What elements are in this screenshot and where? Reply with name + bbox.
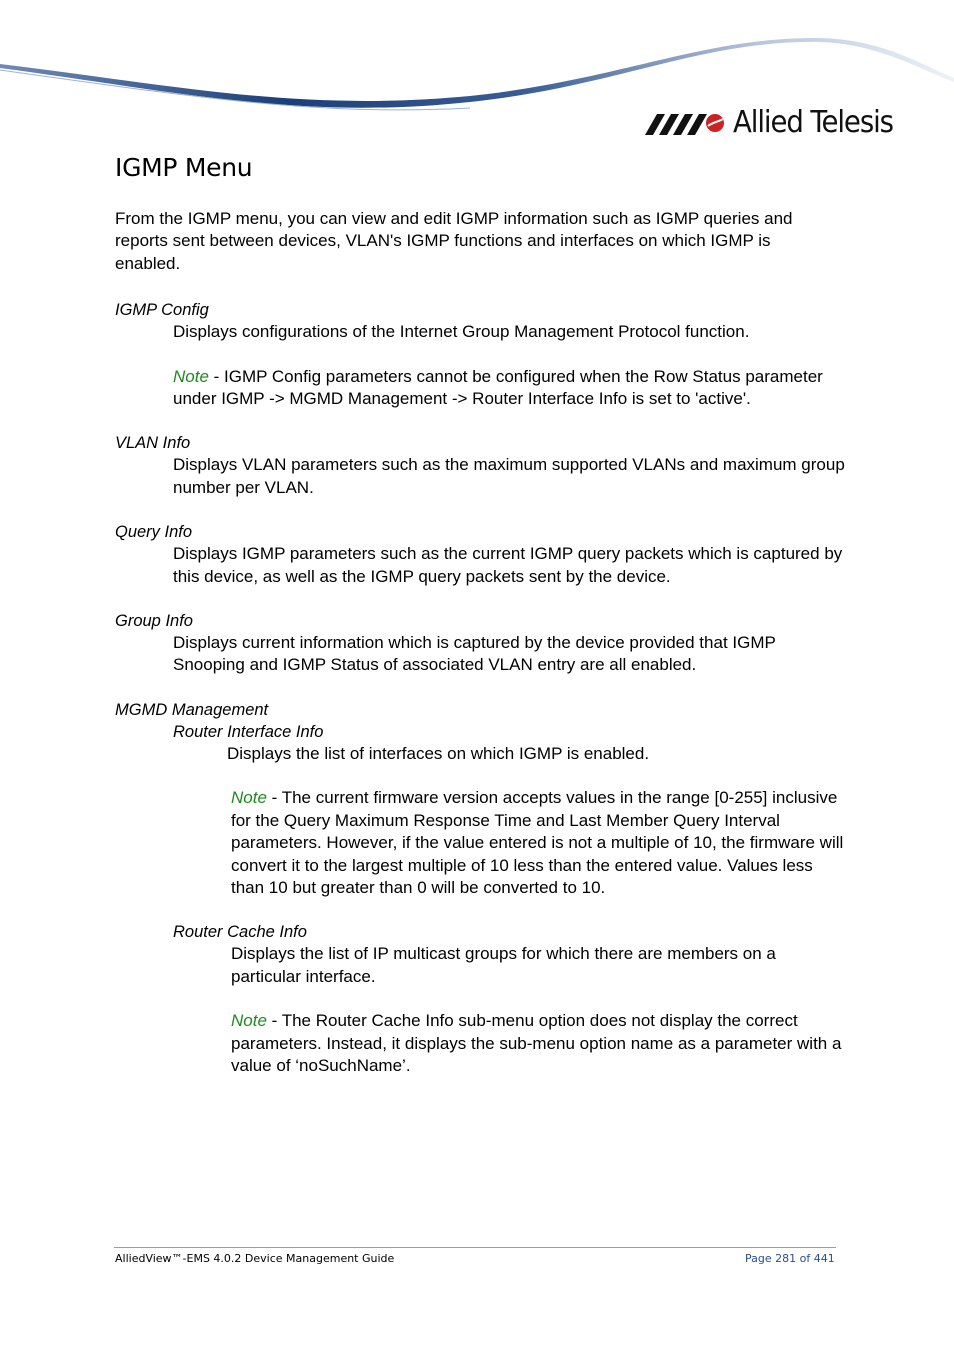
desc-group-info: Displays current information which is captured by the device provided that IGMP Snooping and IGMP Status of associated VLAN entry are all enabled. [173, 633, 776, 675]
term-query-info: Query Info [115, 523, 193, 542]
note-label: Note [231, 1011, 267, 1031]
note-text: - The Router Cache Info sub-menu option does not display the correct parameters. Instead, it displays the sub-menu option name as a parameter with a value of ‘noSuchName’. [231, 1011, 842, 1075]
desc-router-interface-info: Displays the list of interfaces on which IGMP is enabled. [227, 743, 650, 763]
intro-paragraph: From the IGMP menu, you can view and edit IGMP information such as IGMP queries and reports sent between devices, VLAN's IGMP functions and interfaces on which IGMP is enabled. [115, 209, 793, 273]
term-mgmd-management: MGMD Management [115, 700, 269, 719]
term-router-cache-info: Router Cache Info [173, 923, 307, 942]
note-router-interface-info [231, 787, 845, 899]
page-header [0, 0, 954, 150]
term-vlan-info: VLAN Info [115, 434, 191, 453]
note-label: Note [173, 366, 209, 386]
allied-telesis-logo [645, 105, 907, 140]
desc-vlan-info: Displays VLAN parameters such as the maximum supported VLANs and maximum group number per VLAN. [173, 455, 845, 497]
note-label: Note [231, 788, 267, 808]
desc-router-cache-info: Displays the list of IP multicast groups for which there are members on a particular interface. [231, 944, 776, 986]
footer-page-number: Page 281 of 441 [745, 1252, 835, 1265]
logo-mark-icon [645, 110, 727, 136]
desc-query-info: Displays IGMP parameters such as the current IGMP query packets which is captured by this device, as well as the IGMP query packets sent by the device. [173, 544, 843, 586]
note-router-cache-info [231, 1010, 845, 1077]
desc-igmp-config: Displays configurations of the Internet Group Management Protocol function. [173, 322, 750, 342]
page-title: IGMP Menu [115, 153, 253, 182]
footer-rule [114, 1247, 836, 1248]
logo-text: Allied Telesis [733, 105, 893, 140]
note-igmp-config [173, 366, 845, 411]
document-body [115, 148, 845, 1077]
footer-guide-title: AlliedView™-EMS 4.0.2 Device Management Guide [115, 1252, 395, 1265]
term-group-info: Group Info [115, 612, 193, 631]
term-router-interface-info: Router Interface Info [173, 722, 324, 741]
note-text: - The current firmware version accepts values in the range [0-255] inclusive for the Query Maximum Response Time and Last Member Query Interval parameters. However, if the value entered is not a multiple of 10, the firmware will convert it to the largest multiple of 10 less than the entered value. Values less than 10 but greater than 0 will be converted to 10. [231, 788, 844, 897]
note-text: - IGMP Config parameters cannot be configured when the Row Status parameter under IGMP -> MGMD Management -> Router Interface Info is set to 'active'. [173, 366, 823, 409]
term-igmp-config: IGMP Config [115, 301, 209, 320]
